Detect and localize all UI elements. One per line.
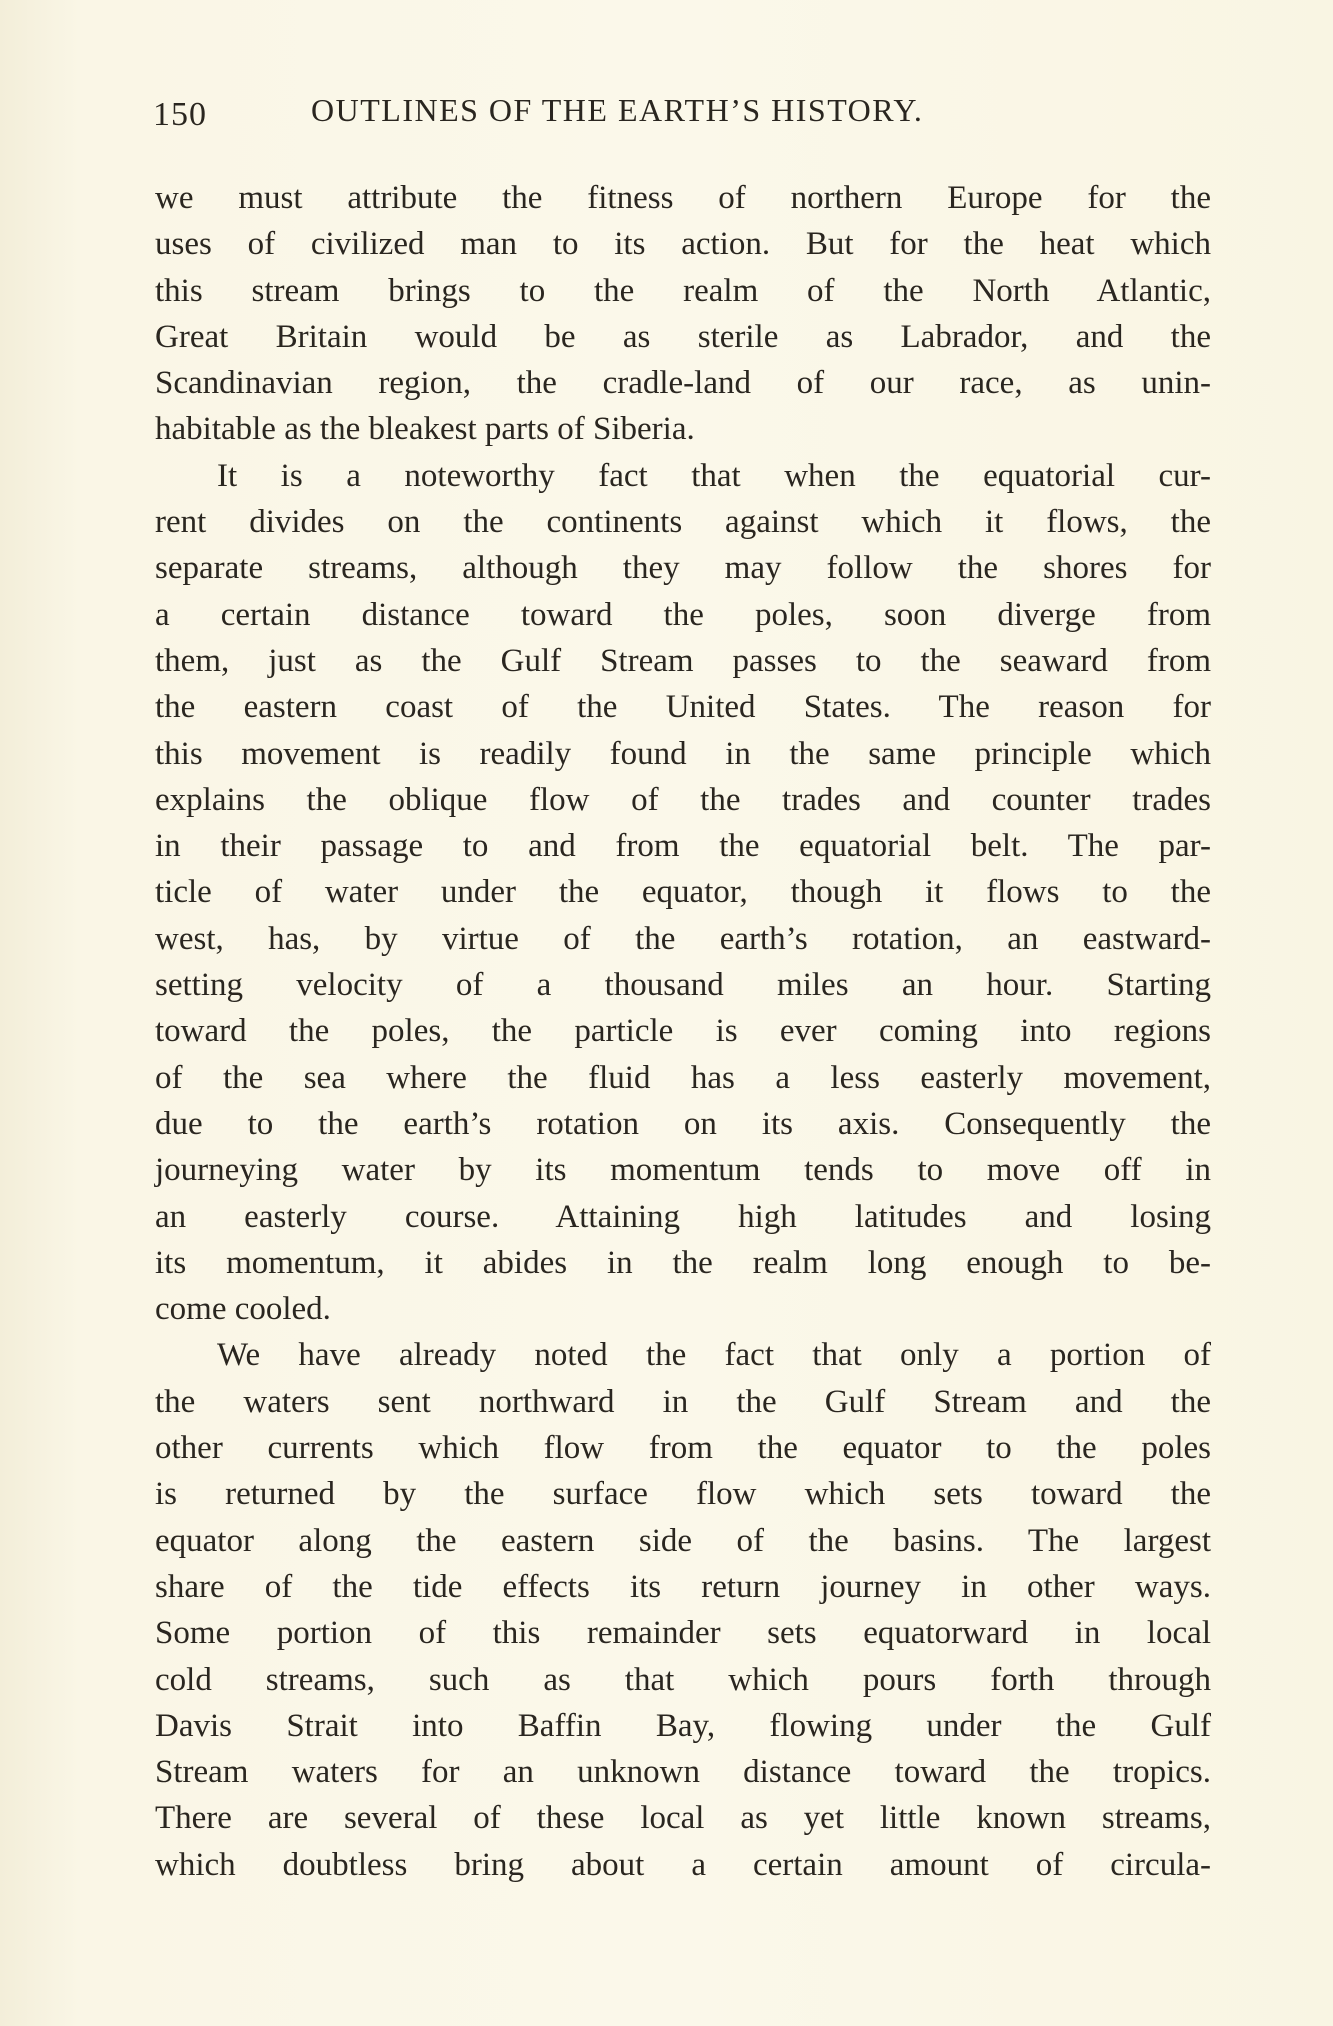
text-line: share of the tide effects its return journey in other ways. — [155, 1568, 1211, 1605]
text-line: a certain distance toward the poles, soon diverge from — [155, 596, 1211, 633]
text-line: cold streams, such as that which pours forth through — [155, 1661, 1211, 1698]
text-line: them, just as the Gulf Stream passes to the seaward from — [155, 642, 1211, 679]
text-line: Great Britain would be as sterile as Labrador, and the — [155, 318, 1211, 355]
paragraph-start-line: We have already noted the fact that only a portion of — [217, 1337, 1211, 1374]
text-line: in their passage to and from the equatorial belt. The par- — [155, 828, 1211, 865]
text-line: journeying water by its momentum tends to move off in — [155, 1152, 1211, 1189]
text-line: There are several of these local as yet little known streams, — [155, 1800, 1211, 1837]
text-line: which doubtless bring about a certain amount of circula- — [155, 1846, 1211, 1883]
text-line: other currents which flow from the equator to the poles — [155, 1430, 1211, 1467]
running-title: OUTLINES OF THE EARTH’S HISTORY. — [311, 92, 924, 128]
body-text — [155, 175, 1211, 1888]
text-line: is returned by the surface flow which sets toward the — [155, 1476, 1211, 1513]
paragraph-start-line: It is a noteworthy fact that when the equatorial cur- — [217, 457, 1211, 494]
text-line: uses of civilized man to its action. But for the heat which — [155, 226, 1211, 263]
text-line: Scandinavian region, the cradle-land of our race, as unin- — [155, 365, 1211, 402]
text-line: Stream waters for an unknown distance toward the tropics. — [155, 1754, 1211, 1791]
text-line: Davis Strait into Baffin Bay, flowing under the Gulf — [155, 1707, 1211, 1744]
text-line: this movement is readily found in the same principle which — [155, 735, 1211, 772]
text-line: west, has, by virtue of the earth’s rotation, an eastward- — [155, 920, 1211, 957]
text-line: of the sea where the fluid has a less easterly movement, — [155, 1059, 1211, 1096]
text-line: the eastern coast of the United States. The reason for — [155, 689, 1211, 726]
text-line: due to the earth’s rotation on its axis. Consequently the — [155, 1105, 1211, 1142]
text-line: habitable as the bleakest parts of Siberia. — [155, 411, 695, 448]
text-line: the waters sent northward in the Gulf Stream and the — [155, 1383, 1211, 1420]
page-header — [153, 92, 1213, 142]
text-line: we must attribute the fitness of northern Europe for the — [155, 180, 1211, 216]
text-line: come cooled. — [155, 1291, 331, 1328]
text-line: its momentum, it abides in the realm long enough to be- — [155, 1244, 1211, 1281]
text-line: equator along the eastern side of the basins. The largest — [155, 1522, 1211, 1559]
text-line: setting velocity of a thousand miles an hour. Starting — [155, 967, 1211, 1004]
text-line: separate streams, although they may follow the shores for — [155, 550, 1211, 587]
page-number: 150 — [153, 96, 207, 133]
text-line: Some portion of this remainder sets equatorward in local — [155, 1615, 1211, 1652]
text-line: ticle of water under the equator, though it flows to the — [155, 874, 1211, 911]
text-line: rent divides on the continents against which it flows, the — [155, 504, 1211, 541]
text-line: toward the poles, the particle is ever coming into regions — [155, 1013, 1211, 1050]
text-line: an easterly course. Attaining high latitudes and losing — [155, 1198, 1211, 1235]
text-line: this stream brings to the realm of the North Atlantic, — [155, 272, 1211, 309]
text-line: explains the oblique flow of the trades and counter trades — [155, 781, 1211, 818]
